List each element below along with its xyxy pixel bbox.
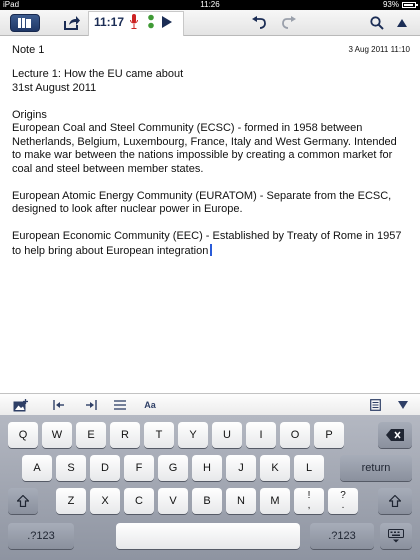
- arrow-to-end-icon: [85, 400, 97, 410]
- key-k[interactable]: K: [260, 455, 290, 481]
- key-l[interactable]: L: [294, 455, 324, 481]
- library-button[interactable]: [10, 14, 40, 32]
- numbers-key-right[interactable]: [310, 523, 374, 549]
- key-g[interactable]: G: [158, 455, 188, 481]
- note-paragraph: [12, 68, 408, 95]
- note-title: Note 1: [12, 44, 45, 56]
- hide-keyboard-key[interactable]: [380, 523, 412, 549]
- key-m[interactable]: M: [260, 488, 290, 514]
- redo-icon: [281, 16, 297, 30]
- key-exclaim-comma[interactable]: [294, 488, 324, 514]
- shift-icon: [389, 495, 401, 507]
- status-time: 11:26: [200, 0, 220, 9]
- scroll-up-button[interactable]: [394, 13, 410, 33]
- search-icon: [370, 16, 384, 30]
- text-cursor: [210, 244, 212, 256]
- arrow-to-start-icon: [53, 400, 65, 410]
- image-icon: [13, 399, 28, 412]
- record-button[interactable]: [130, 14, 138, 35]
- keyboard-dismiss-icon: [388, 529, 404, 543]
- list-icon: [114, 400, 126, 410]
- list-button[interactable]: [113, 398, 127, 412]
- note-date: 3 Aug 2011 11:10: [348, 45, 410, 54]
- line-start-button[interactable]: [52, 398, 66, 412]
- line-end-button[interactable]: [84, 398, 98, 412]
- key-lower-symbol: .: [341, 500, 345, 511]
- insert-image-button[interactable]: [12, 398, 28, 412]
- document-icon: [370, 399, 381, 411]
- key-o[interactable]: O: [280, 422, 310, 448]
- key-upper-symbol: !: [307, 490, 311, 501]
- return-label: return: [361, 462, 391, 474]
- note-paragraph: [12, 230, 408, 258]
- recording-level-indicator: [147, 14, 155, 35]
- key-h[interactable]: H: [192, 455, 222, 481]
- return-key[interactable]: [340, 455, 412, 481]
- undo-button[interactable]: [250, 13, 268, 33]
- key-n[interactable]: N: [226, 488, 256, 514]
- note-toolbar: [0, 10, 420, 36]
- redo-button[interactable]: [280, 13, 298, 33]
- lecture-title: Lecture 1: How the EU came about: [12, 68, 184, 80]
- key-upper-symbol: ?: [340, 490, 346, 501]
- key-q[interactable]: Q: [8, 422, 38, 448]
- page-format-button[interactable]: [368, 398, 382, 412]
- recording-time: 11:17: [94, 15, 125, 29]
- note-text-area[interactable]: [12, 68, 408, 272]
- onscreen-keyboard: [0, 415, 420, 560]
- shift-key-left[interactable]: [8, 488, 38, 514]
- key-v[interactable]: V: [158, 488, 188, 514]
- eec-text: European Economic Community (EEC) - Established by Treaty of Rome in 1957 to help bring about European integration: [12, 230, 402, 257]
- backspace-icon: [386, 429, 404, 441]
- keyboard-accessory-bar: [0, 393, 420, 415]
- battery-icon: [402, 2, 416, 8]
- share-icon: [63, 15, 81, 31]
- key-e[interactable]: E: [76, 422, 106, 448]
- key-z[interactable]: Z: [56, 488, 86, 514]
- key-u[interactable]: U: [212, 422, 242, 448]
- numbers-key-label: .?123: [27, 530, 55, 542]
- key-lower-symbol: ,: [307, 500, 311, 511]
- key-r[interactable]: R: [110, 422, 140, 448]
- shift-icon: [17, 495, 29, 507]
- key-f[interactable]: F: [124, 455, 154, 481]
- undo-icon: [251, 16, 267, 30]
- key-w[interactable]: W: [42, 422, 72, 448]
- play-button[interactable]: [162, 15, 172, 33]
- space-key[interactable]: [116, 523, 300, 549]
- note-paragraph: [12, 109, 408, 177]
- microphone-icon: [130, 14, 138, 30]
- ecsc-text: European Coal and Steel Community (ECSC) - formed in 1958 between Netherlands, Belgium, Luxembourg, France, Italy and West Germany. Intended to make war between the nations impossible by creating a common market for coal and steel between member states.: [12, 122, 397, 175]
- shift-key-right[interactable]: [378, 488, 412, 514]
- library-icon: [15, 17, 35, 29]
- key-question-period[interactable]: [328, 488, 358, 514]
- lecture-date: 31st August 2011: [12, 81, 97, 94]
- euratom-text: European Atomic Energy Community (EURATOM) - Separate from the ECSC, designed to look after nuclear power in Europe.: [12, 189, 392, 215]
- key-t[interactable]: T: [144, 422, 174, 448]
- key-a[interactable]: A: [22, 455, 52, 481]
- key-s[interactable]: S: [56, 455, 86, 481]
- key-p[interactable]: P: [314, 422, 344, 448]
- section-heading: Origins: [12, 108, 47, 121]
- triangle-up-icon: [397, 19, 407, 27]
- key-x[interactable]: X: [90, 488, 120, 514]
- font-button[interactable]: Aa: [144, 400, 156, 410]
- battery-percent: 93%: [382, 0, 399, 9]
- backspace-key[interactable]: [378, 422, 412, 448]
- status-bar: [0, 0, 420, 10]
- search-button[interactable]: [368, 13, 386, 33]
- play-icon: [162, 16, 172, 28]
- key-d[interactable]: D: [90, 455, 120, 481]
- battery-status: [383, 0, 416, 10]
- hide-accessory-button[interactable]: [396, 398, 410, 412]
- key-b[interactable]: B: [192, 488, 222, 514]
- level-dots-icon: [147, 14, 155, 30]
- device-label: iPad: [3, 0, 20, 9]
- share-button[interactable]: [62, 13, 82, 33]
- triangle-down-icon: [398, 401, 408, 409]
- key-j[interactable]: J: [226, 455, 256, 481]
- numbers-key-label: .?123: [328, 530, 356, 542]
- numbers-key-left[interactable]: [8, 523, 74, 549]
- key-c[interactable]: C: [124, 488, 154, 514]
- key-i[interactable]: I: [246, 422, 276, 448]
- note-paragraph: [12, 190, 408, 217]
- key-y[interactable]: Y: [178, 422, 208, 448]
